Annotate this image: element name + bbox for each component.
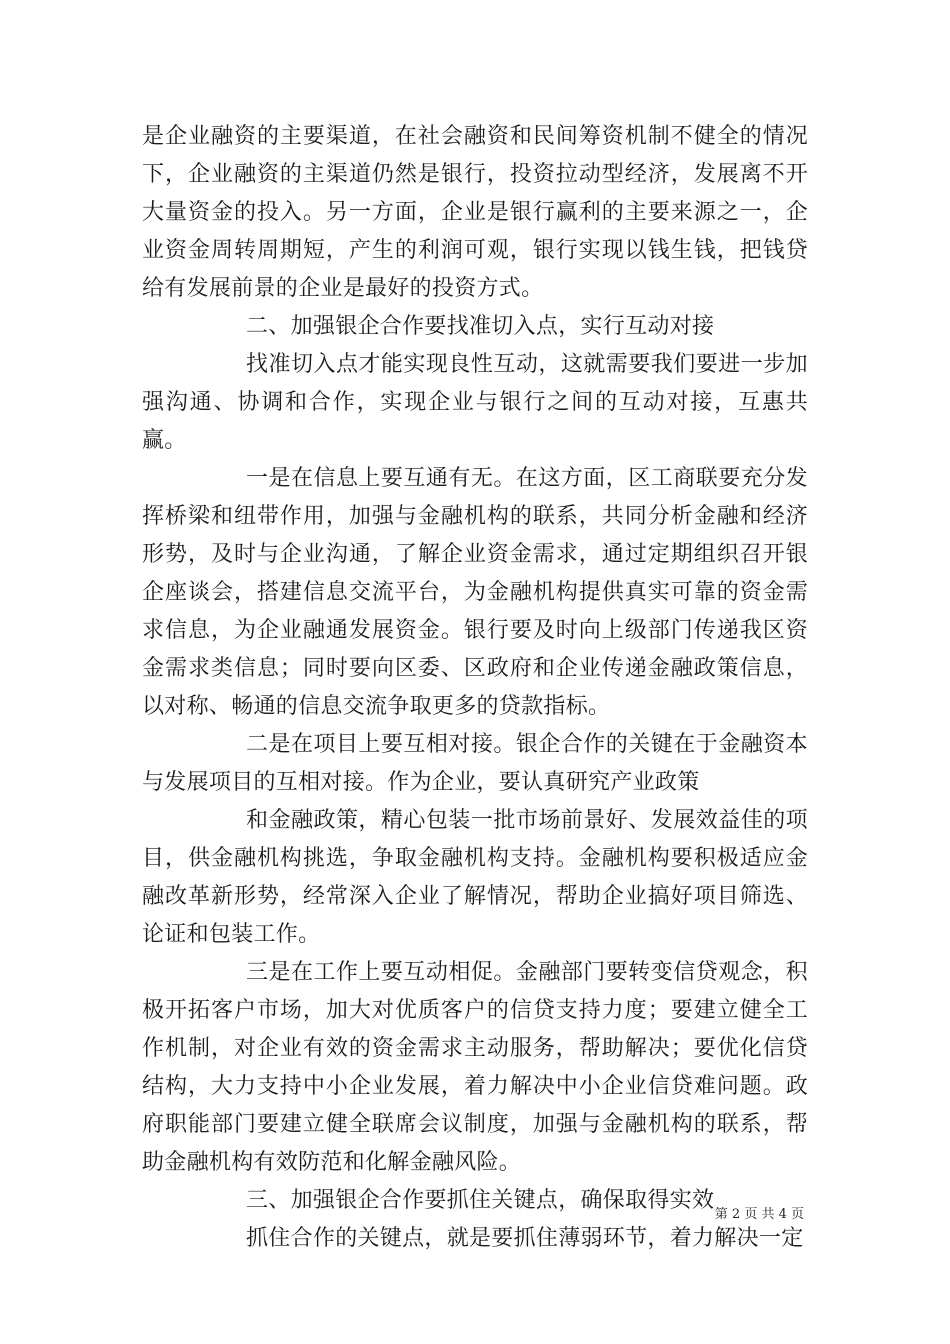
paragraph-9: 抓住合作的关键点，就是要抓住薄弱环节，着力解决一定: [246, 1226, 804, 1251]
paragraph-7: 三是在工作上要互动相促。金融部门要转变信贷观念，积极开拓客户市场，加大对优质客户的信贷支持力度；要建立健全工作机制，对企业有效的资金需求主动服务，帮助解决；要优化信贷结构，大力支持中小企业发展，着力解决中小企业信贷难问题。政府职能部门要建立健全联席会议制度，加强与金融机构的联系，帮助金融机构有效防范和化解金融风险。: [142, 960, 808, 1175]
paragraph-4: 一是在信息上要互通有无。在这方面，区工商联要充分发挥桥梁和纽带作用，加强与金融机构的联系，共同分析金融和经济形势，及时与企业沟通，了解企业资金需求，通过定期组织召开银企座谈会，搭建信息交流平台，为金融机构提供真实可靠的资金需求信息，为企业融通发展资金。银行要及时向上级部门传递我区资金需求类信息；同时要向区委、区政府和企业传递金融政策信息，以对称、畅通的信息交流争取更多的贷款指标。: [142, 466, 808, 719]
paragraph-3: 找准切入点才能实现良性互动，这就需要我们要进一步加强沟通、协调和合作，实现企业与银行之间的互动对接，互惠共赢。: [142, 352, 808, 453]
section-heading-3: 三、加强银企合作要抓住关键点，确保取得实效: [246, 1188, 715, 1213]
section-heading-2: 二、加强银企合作要找准切入点，实行互动对接: [246, 314, 715, 339]
paragraph-5: 二是在项目上要互相对接。银企合作的关键在于金融资本与发展项目的互相对接。作为企业，要认真研究产业政策: [142, 732, 808, 795]
page-number-footer: 第 2 页 共 4 页: [714, 1207, 804, 1222]
document-body: [142, 118, 808, 1258]
paragraph-1: 是企业融资的主要渠道，在社会融资和民间筹资机制不健全的情况下，企业融资的主渠道仍然是银行，投资拉动型经济，发展离不开大量资金的投入。另一方面，企业是银行赢利的主要来源之一，企业资金周转周期短，产生的利润可观，银行实现以钱生钱，把钱贷给有发展前景的企业是最好的投资方式。: [142, 124, 808, 301]
paragraph-6: 和金融政策，精心包装一批市场前景好、发展效益佳的项目，供金融机构挑选，争取金融机构支持。金融机构要积极适应金融改革新形势，经常深入企业了解情况，帮助企业搞好项目筛选、论证和包装工作。: [142, 808, 808, 947]
